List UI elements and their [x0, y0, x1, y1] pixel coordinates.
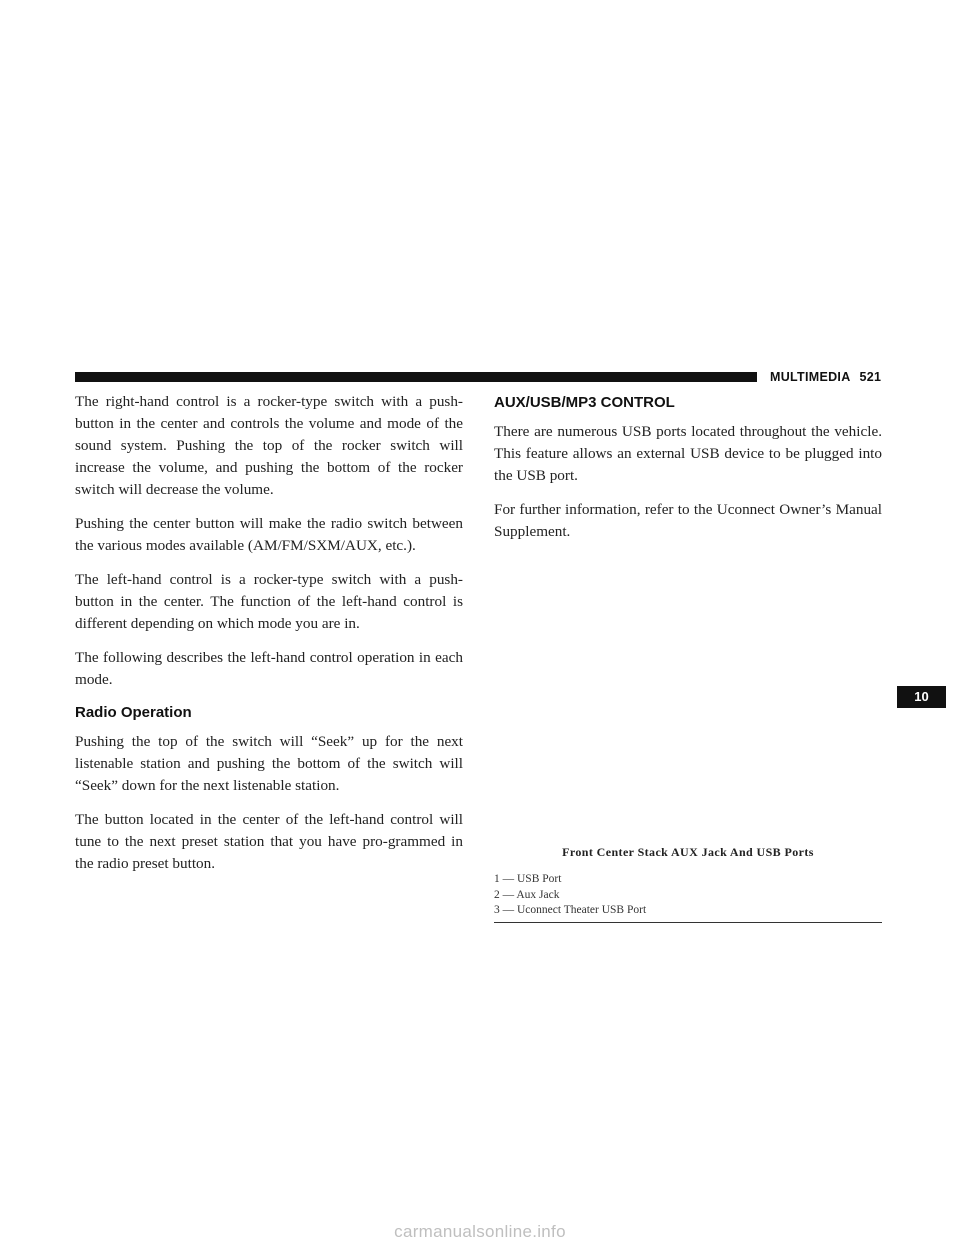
paragraph: Pushing the top of the switch will “Seek” up for the next listenable station and pushing the bottom of the switch will “Seek” down for the next listenable station. — [75, 733, 463, 794]
paragraph: For further information, refer to the Uconnect Owner’s Manual Supplement. — [494, 501, 882, 540]
section-heading-aux-usb: AUX/USB/MP3 CONTROL — [494, 394, 675, 411]
subheading-radio-operation: Radio Operation — [75, 704, 192, 721]
paragraph: The right-hand control is a rocker-type switch with a push-button in the center and controls the volume and mode of the sound system. Pushing the top of the rocker switch will increase the volume, and pushing the bottom of the rocker switch will decrease the volume. — [75, 393, 463, 498]
chapter-tab: 10 — [897, 686, 946, 708]
running-header — [770, 370, 881, 384]
legend-item: 1 — USB Port — [494, 873, 562, 885]
paragraph: There are numerous USB ports located throughout the vehicle. This feature allows an external USB device to be plugged into the USB port. — [494, 423, 882, 484]
watermark: carmanualsonline.info — [394, 1222, 566, 1241]
header-rule — [75, 372, 757, 382]
section-title: MULTIMEDIA — [770, 370, 851, 384]
legend-rule — [494, 922, 882, 923]
figure-caption: Front Center Stack AUX Jack And USB Ports — [562, 845, 814, 859]
legend-item: 3 — Uconnect Theater USB Port — [494, 904, 647, 916]
paragraph: Pushing the center button will make the radio switch between the various modes available (AM/FM/SXM/AUX, etc.). — [75, 515, 463, 554]
legend-item: 2 — Aux Jack — [494, 888, 560, 901]
page-number: 521 — [859, 370, 882, 384]
paragraph: The following describes the left-hand control operation in each mode. — [75, 649, 463, 688]
figure-area — [494, 555, 882, 845]
paragraph: The button located in the center of the left-hand control will tune to the next preset station that you have pro-grammed in the radio preset button. — [75, 811, 463, 872]
right-column — [494, 391, 882, 923]
left-column — [75, 391, 463, 887]
paragraph: The left-hand control is a rocker-type switch with a push-button in the center. The function of the left-hand control is different depending on which mode you are in. — [75, 571, 463, 632]
